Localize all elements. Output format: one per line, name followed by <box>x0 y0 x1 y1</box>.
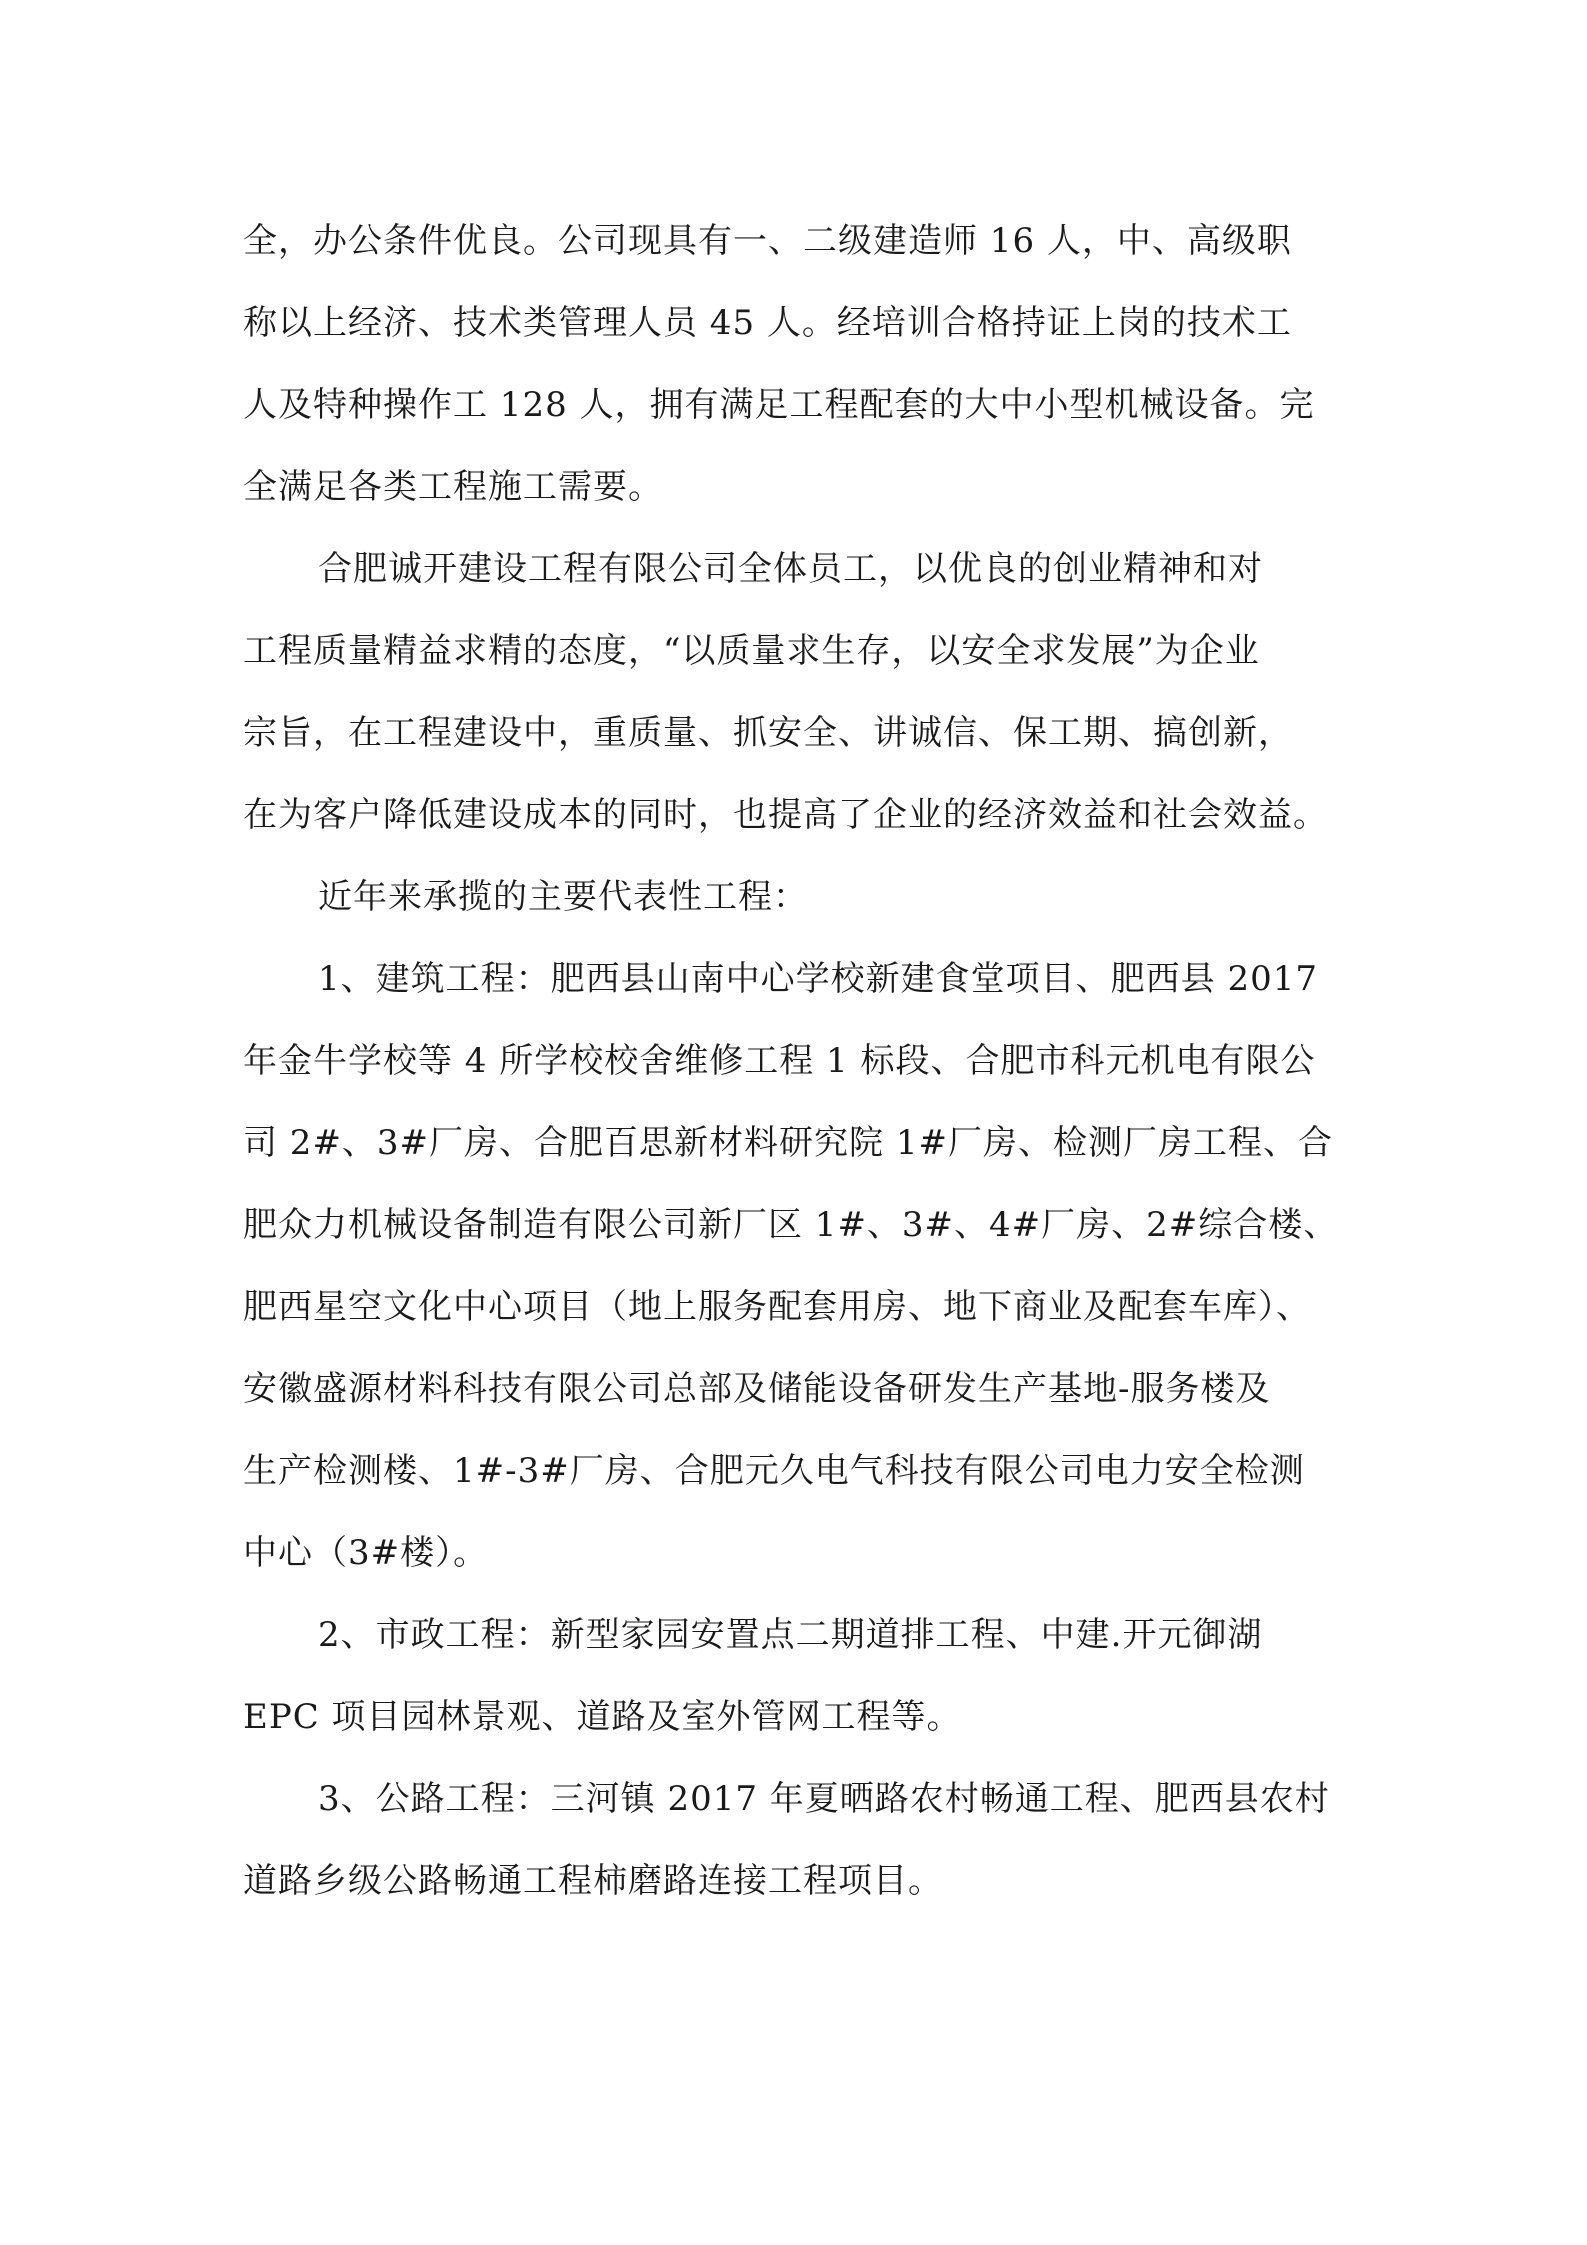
text-line: 中心（3#楼）。 <box>243 1533 489 1573</box>
text-line: 肥西星空文化中心项目（地上服务配套用房、地下商业及配套车库）、 <box>243 1287 1311 1327</box>
text-line: 宗旨，在工程建设中，重质量、抓安全、讲诚信、保工期、搞创新， <box>243 713 1293 753</box>
text-line: 人及特种操作工 128 人，拥有满足工程配套的大中小型机械设备。完 <box>243 385 1315 425</box>
text-line: 年金牛学校等 4 所学校校舍维修工程 1 标段、合肥市科元机电有限公 <box>243 1041 1316 1081</box>
text-line: 2、市政工程：新型家园安置点二期道排工程、中建.开元御湖 <box>318 1615 1263 1655</box>
text-line: 工程质量精益求精的态度，“以质量求生存，以安全求发展”为企业 <box>243 631 1260 671</box>
text-line: 生产检测楼、1#-3#厂房、合肥元久电气科技有限公司电力安全检测 <box>243 1451 1305 1491</box>
text-line: 道路乡级公路畅通工程柿磨路连接工程项目。 <box>243 1861 943 1901</box>
text-line: 司 2#、3#厂房、合肥百思新材料研究院 1#厂房、检测厂房工程、合 <box>243 1123 1333 1163</box>
text-line: 3、公路工程：三河镇 2017 年夏晒路农村畅通工程、肥西县农村 <box>318 1779 1330 1819</box>
text-line: 近年来承揽的主要代表性工程： <box>318 877 808 917</box>
text-line: 安徽盛源材料科技有限公司总部及储能设备研发生产基地-服务楼及 <box>243 1369 1271 1409</box>
text-line: 全，办公条件优良。公司现具有一、二级建造师 16 人，中、高级职 <box>243 221 1292 261</box>
text-line: 1、建筑工程：肥西县山南中心学校新建食堂项目、肥西县 2017 <box>318 959 1318 999</box>
text-line: 在为客户降低建设成本的同时，也提高了企业的经济效益和社会效益。 <box>243 795 1328 835</box>
text-line: 肥众力机械设备制造有限公司新厂区 1#、3#、4#厂房、2#综合楼、 <box>243 1205 1339 1245</box>
text-line: 称以上经济、技术类管理人员 45 人。经培训合格持证上岗的技术工 <box>243 303 1292 343</box>
text-line: 合肥诚开建设工程有限公司全体员工，以优良的创业精神和对 <box>318 549 1263 589</box>
text-line: EPC 项目园林景观、道路及室外管网工程等。 <box>243 1697 962 1737</box>
text-line: 全满足各类工程施工需要。 <box>243 467 663 507</box>
